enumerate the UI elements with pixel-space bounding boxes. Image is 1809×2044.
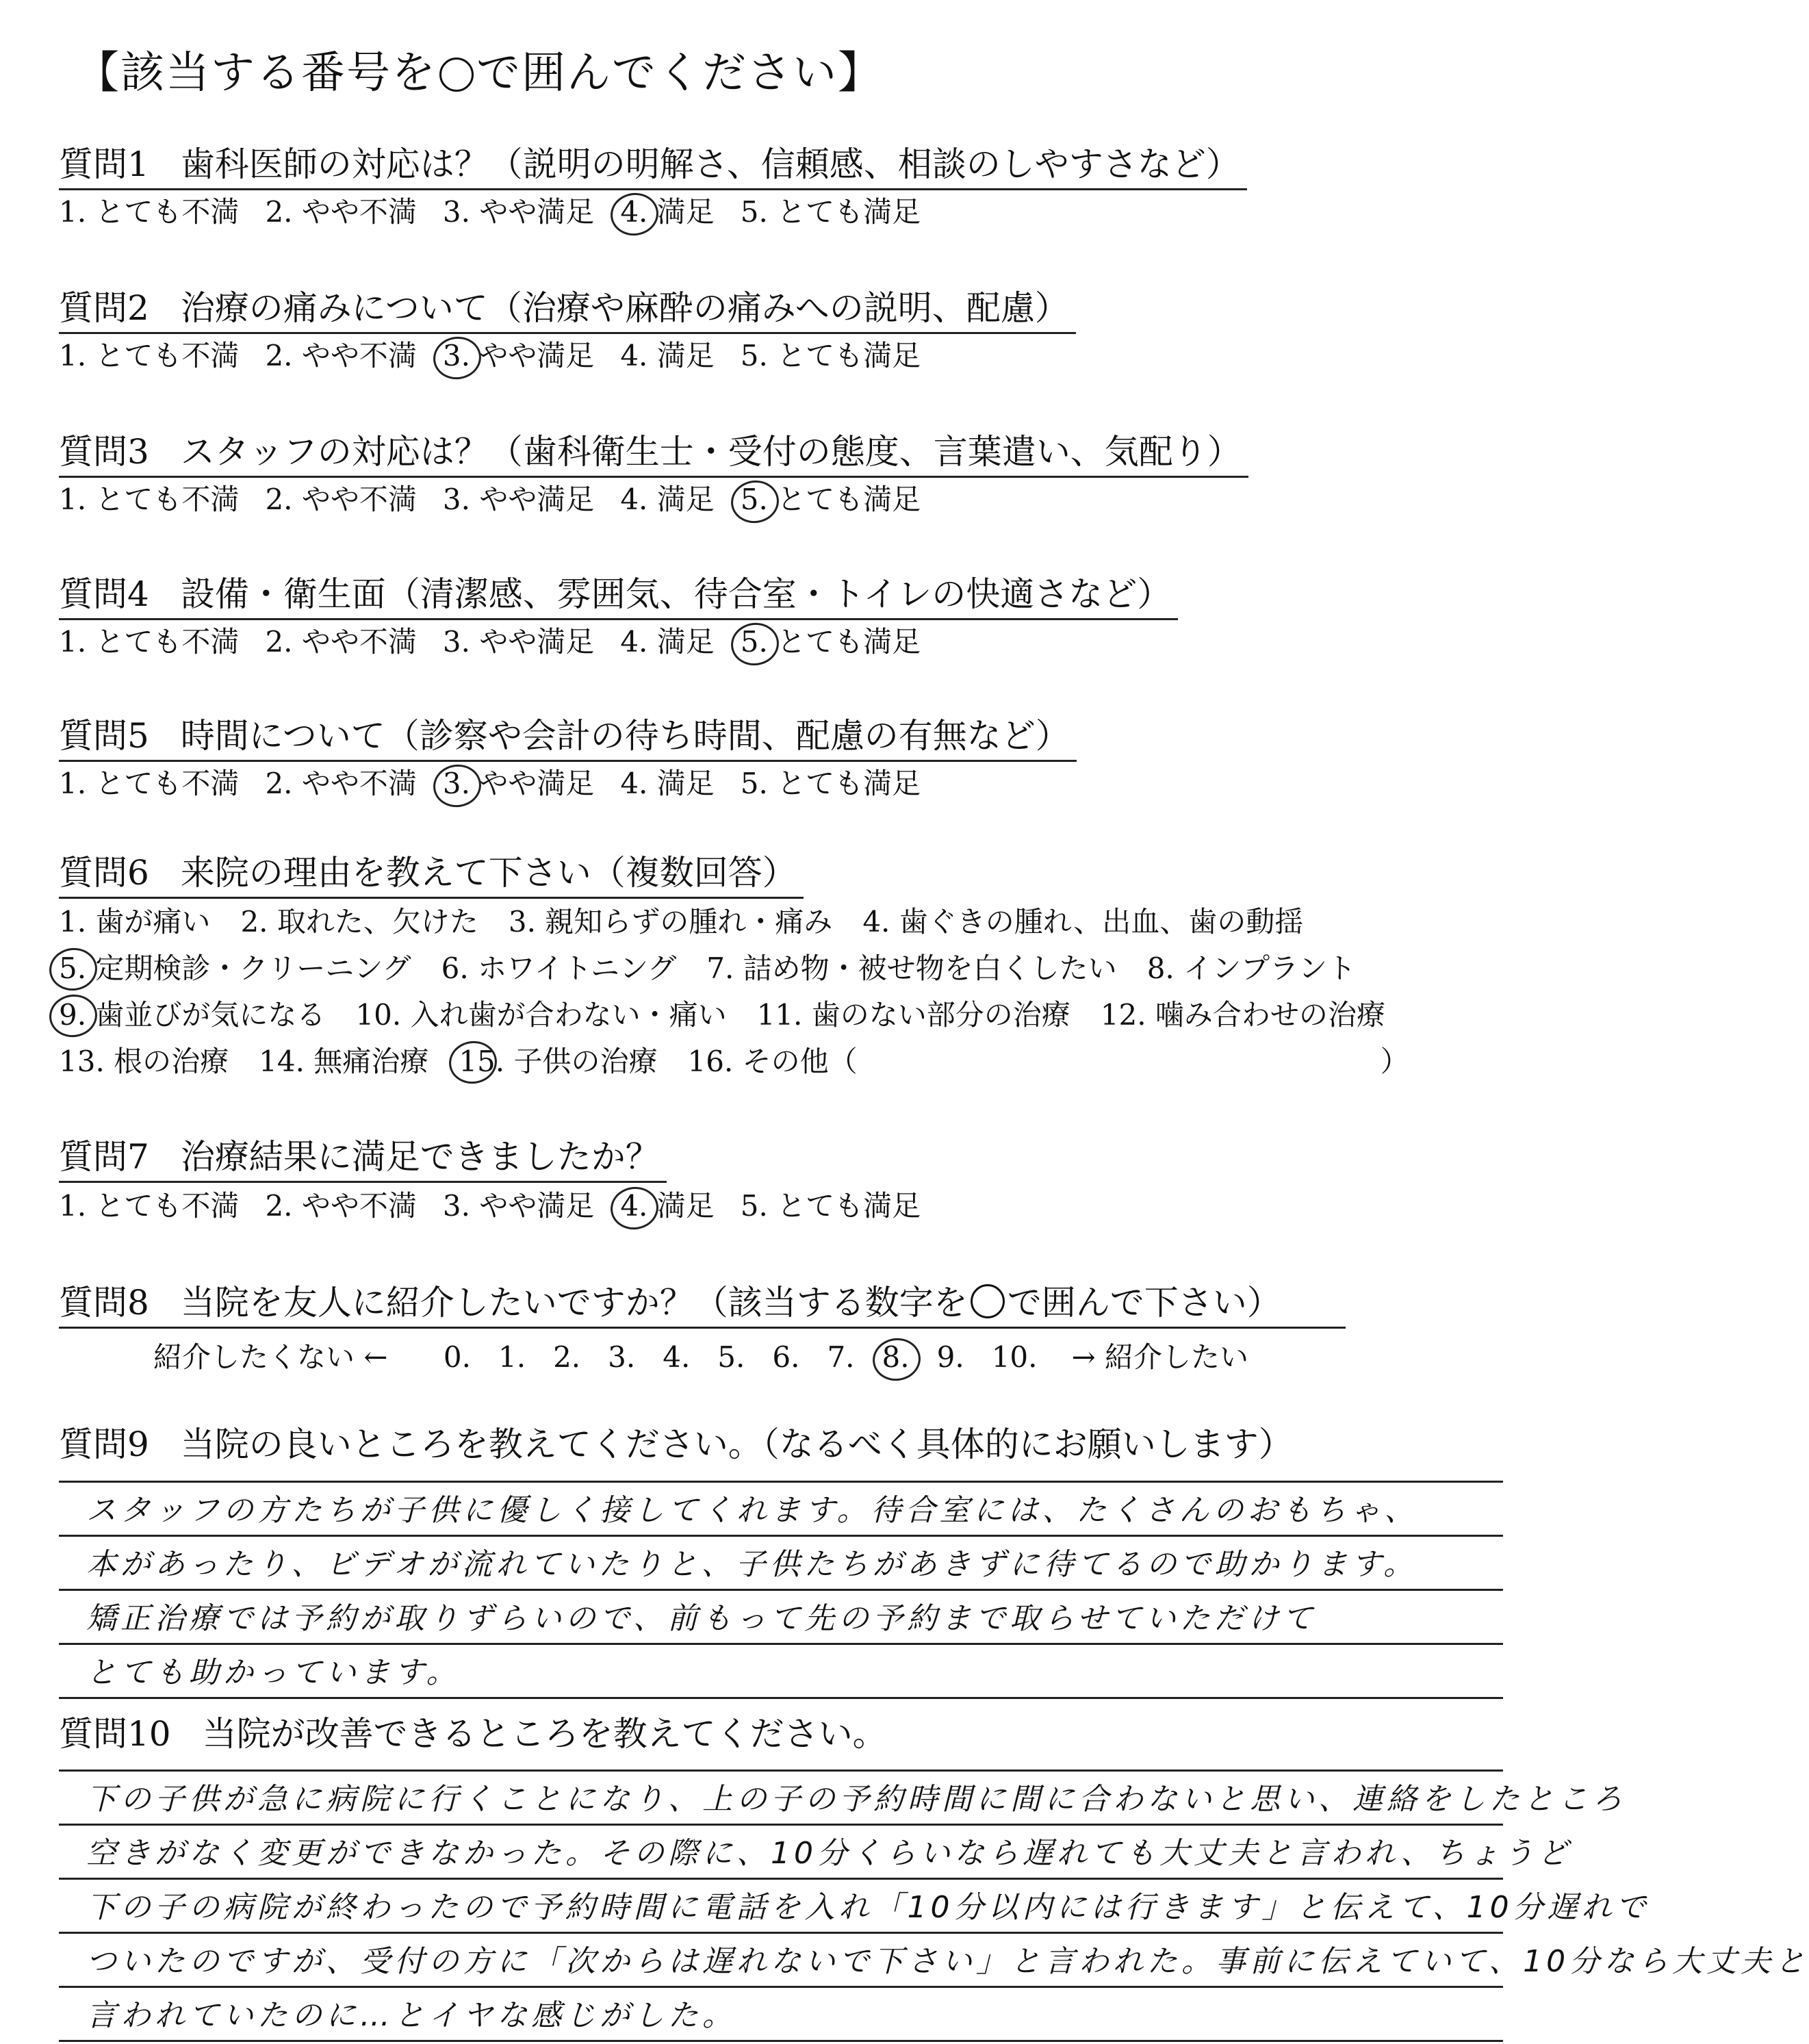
option-label: 2. やや不満 xyxy=(265,767,417,800)
rating-option[interactable] xyxy=(59,762,239,806)
option-label: 5. xyxy=(717,1340,745,1374)
question-number: 質問2 xyxy=(59,288,149,328)
option-label: 4. 満足 xyxy=(620,1189,715,1223)
scale-left-label: 紹介したくない ← xyxy=(153,1340,388,1374)
rating-option[interactable] xyxy=(59,190,239,234)
rating-option[interactable] xyxy=(443,334,594,378)
option-label: 6. xyxy=(772,1340,800,1374)
question-heading xyxy=(59,849,804,899)
option-label: 3. やや満足 xyxy=(442,339,595,372)
option-label: 1. とても不満 xyxy=(59,195,240,229)
handwritten-line: 下の子の病院が終わったので予約時間に電話を入れ「10分以内には行きます」と伝えて、10分遅れで xyxy=(59,1880,1503,1934)
option-label: 5. 定期検診・クリーニング xyxy=(59,951,411,985)
rating-option[interactable] xyxy=(741,762,921,806)
circle-icon xyxy=(439,58,474,92)
question-text: 歯科医師の対応は？（説明の明解さ、信頼感、相談のしやすさなど） xyxy=(180,144,1240,184)
question-heading xyxy=(59,1279,1346,1329)
question-8 xyxy=(59,1279,1530,1379)
title-prefix: 【該当する番号を xyxy=(75,48,437,99)
option-label: 3. やや満足 xyxy=(442,767,595,800)
question-9 xyxy=(59,1420,1530,1468)
option-label: 7. xyxy=(827,1340,855,1374)
option-label: 11. 歯のない部分の治療 xyxy=(756,998,1070,1032)
rating-option[interactable] xyxy=(620,620,714,664)
option-label: 3. xyxy=(608,1340,636,1374)
question-number: 質問10 xyxy=(59,1714,171,1754)
circle-icon xyxy=(971,1284,1005,1318)
scale-option[interactable] xyxy=(444,1336,471,1379)
option-label: 1. 歯が痛い xyxy=(59,905,211,938)
question-text: 時間について（診察や会計の待ち時間、配慮の有無など） xyxy=(180,716,1070,756)
option-label: 1. とても不満 xyxy=(59,1189,240,1223)
question-number: 質問6 xyxy=(59,853,149,893)
rating-option[interactable] xyxy=(620,190,714,234)
option-label: 3. やや満足 xyxy=(442,1189,595,1223)
option-label: 2. xyxy=(553,1340,581,1374)
scale-option[interactable] xyxy=(992,1336,1038,1379)
rating-option[interactable] xyxy=(443,762,594,806)
question-text: 当院を友人に紹介したいですか？（該当する数字を xyxy=(180,1283,968,1323)
option-label: 4. 満足 xyxy=(620,483,715,516)
question-heading xyxy=(59,140,1247,190)
question-heading xyxy=(59,1710,894,1758)
option-label: 1. とても不満 xyxy=(59,767,240,800)
rating-option[interactable] xyxy=(59,478,239,522)
option-label: 10. 入れ歯が合わない・痛い xyxy=(355,998,727,1032)
question-1 xyxy=(59,140,1530,234)
reason-option[interactable] xyxy=(259,1038,428,1085)
scale-option[interactable] xyxy=(498,1336,526,1379)
rating-option[interactable] xyxy=(443,1184,594,1228)
rating-option[interactable] xyxy=(620,478,714,522)
option-label: 5. とても満足 xyxy=(740,625,921,659)
option-label: 1. とても不満 xyxy=(59,625,240,659)
reason-row xyxy=(59,899,1530,945)
option-label: 5. とても満足 xyxy=(740,483,921,516)
question-heading xyxy=(59,1420,1300,1468)
scale-right-label: → 紹介したい xyxy=(1071,1340,1249,1374)
handwritten-line: 本があったり、ビデオが流れていたりと、子供たちがあきずに待てるので助かります。 xyxy=(59,1537,1503,1591)
question-6 xyxy=(59,849,1530,1085)
reason-option[interactable] xyxy=(59,945,411,992)
option-label: 13. 根の治療 xyxy=(59,1045,229,1078)
option-label: 7. 詰め物・被せ物を白くしたい xyxy=(706,951,1117,985)
question-number: 質問4 xyxy=(59,574,149,614)
rating-option[interactable] xyxy=(59,334,239,378)
option-label: 4. 満足 xyxy=(620,195,715,229)
rating-option[interactable] xyxy=(741,478,921,522)
other-close-paren: ） xyxy=(1380,1045,1409,1078)
scale-option[interactable] xyxy=(717,1336,745,1379)
question-10 xyxy=(59,1710,1530,1758)
handwritten-line: 矯正治療では予約が取りずらいので、前もって先の予約まで取らせていただけて xyxy=(59,1591,1503,1645)
handwritten-line: 下の子供が急に病院に行くことになり、上の子の予約時間に間に合わないと思い、連絡をしたところ xyxy=(59,1770,1503,1826)
scale-option[interactable] xyxy=(553,1336,580,1379)
question-2 xyxy=(59,284,1530,378)
rating-option[interactable] xyxy=(620,1184,714,1228)
question-number: 質問5 xyxy=(59,716,149,756)
question-number: 質問7 xyxy=(59,1137,149,1177)
rating-option[interactable] xyxy=(443,478,594,522)
scale-option[interactable] xyxy=(772,1336,799,1379)
question-heading xyxy=(59,570,1178,620)
option-label: 5. とても満足 xyxy=(740,767,921,800)
option-label: 4. 満足 xyxy=(620,767,715,800)
option-label: 1. とても不満 xyxy=(59,483,240,516)
option-label: 3. 親知らずの腫れ・痛み xyxy=(508,905,833,938)
option-label: 14. 無痛治療 xyxy=(259,1045,429,1078)
rating-option[interactable] xyxy=(59,1184,239,1228)
option-label: 15. 子供の治療 xyxy=(459,1045,658,1078)
option-label: 2. やや不満 xyxy=(265,483,417,516)
reason-row xyxy=(59,992,1530,1038)
option-label: 12. 噛み合わせの治療 xyxy=(1100,998,1385,1032)
rating-option[interactable] xyxy=(265,478,416,522)
question-text: 治療の痛みについて（治療や麻酔の痛みへの説明、配慮） xyxy=(180,288,1069,328)
reason-option[interactable] xyxy=(509,899,832,945)
selection-circle xyxy=(870,1335,923,1383)
rating-option[interactable] xyxy=(741,190,921,234)
option-label: 4. 満足 xyxy=(620,625,715,659)
handwritten-line: 空きがなく変更ができなかった。その際に、10分くらいなら遅れても大丈夫と言われ、ちょうど xyxy=(59,1826,1503,1880)
question-text: 来院の理由を教えて下さい（複数回答） xyxy=(180,853,797,893)
option-label: 2. やや不満 xyxy=(265,195,417,229)
reason-option[interactable] xyxy=(1101,992,1385,1038)
reason-row xyxy=(59,1038,1530,1085)
scale-option[interactable] xyxy=(827,1336,854,1379)
answer-box-good-points[interactable] xyxy=(59,1481,1503,1699)
option-label: 4. 歯ぐきの腫れ、出血、歯の動揺 xyxy=(862,905,1304,938)
reason-option[interactable] xyxy=(706,945,1116,992)
question-heading xyxy=(59,712,1077,762)
question-number: 質問8 xyxy=(59,1283,149,1323)
option-label: 6. ホワイトニング xyxy=(441,951,677,985)
title-suffix: で囲んでください】 xyxy=(476,48,883,99)
rating-option[interactable] xyxy=(741,620,921,664)
reason-option[interactable] xyxy=(240,899,478,945)
reason-option[interactable] xyxy=(687,1038,857,1085)
reason-option[interactable] xyxy=(757,992,1070,1038)
rating-option[interactable] xyxy=(741,334,921,378)
reason-option[interactable] xyxy=(441,945,677,992)
scale-option[interactable] xyxy=(663,1336,690,1379)
reason-option[interactable] xyxy=(355,992,726,1038)
question-7 xyxy=(59,1133,1530,1228)
rating-option[interactable] xyxy=(265,1184,416,1228)
option-label: 3. やや満足 xyxy=(442,483,595,516)
option-label: 5. とても満足 xyxy=(740,195,921,229)
question-text: 当院の良いところを教えてください。（なるべく具体的にお願いします） xyxy=(180,1425,1293,1464)
question-text-end: で囲んで下さい） xyxy=(1007,1283,1281,1323)
option-label: 3. やや満足 xyxy=(442,625,595,659)
option-label: 4. xyxy=(663,1340,691,1374)
question-heading xyxy=(59,284,1076,334)
question-number: 質問9 xyxy=(59,1425,149,1464)
reason-option[interactable] xyxy=(459,1038,657,1085)
handwritten-line: とても助かっています。 xyxy=(59,1645,1503,1699)
option-label: 0. xyxy=(443,1340,471,1374)
answer-box-improvements[interactable] xyxy=(59,1770,1809,2042)
question-number: 質問3 xyxy=(59,432,149,472)
scale-option[interactable] xyxy=(882,1336,910,1379)
handwritten-line: 言われていたのに…とイヤな感じがした。 xyxy=(59,1988,1503,2042)
question-text: スタッフの対応は？（歯科衛生士・受付の態度、言葉遣い、気配り） xyxy=(180,432,1242,472)
option-label: 9. xyxy=(936,1340,964,1374)
question-text: 当院が改善できるところを教えてください。 xyxy=(202,1714,887,1754)
reason-option[interactable] xyxy=(862,899,1303,945)
scale-option[interactable] xyxy=(608,1336,635,1379)
handwritten-line: ついたのですが、受付の方に「次からは遅れないで下さい」と言われた。事前に伝えていて、10分なら大丈夫と xyxy=(59,1934,1503,1988)
rating-option[interactable] xyxy=(620,334,714,378)
option-label: 9. 歯並びが気になる xyxy=(59,998,326,1032)
handwritten-line: スタッフの方たちが子供に優しく接してくれます。待合室には、たくさんのおもちゃ、 xyxy=(59,1481,1503,1537)
option-label: 8. xyxy=(882,1340,910,1374)
rating-option[interactable] xyxy=(265,762,416,806)
rating-option[interactable] xyxy=(620,762,714,806)
rating-option[interactable] xyxy=(265,620,416,664)
reason-option[interactable] xyxy=(59,1038,229,1085)
option-label: 1. xyxy=(498,1340,526,1374)
rating-option[interactable] xyxy=(265,190,416,234)
question-4 xyxy=(59,570,1530,664)
rating-option[interactable] xyxy=(443,190,594,234)
question-heading xyxy=(59,428,1248,478)
option-label: 8. インプラント xyxy=(1146,951,1357,985)
reason-option[interactable] xyxy=(59,899,210,945)
question-text: 設備・衛生面（清潔感、雰囲気、待合室・トイレの快適さなど） xyxy=(180,574,1172,614)
option-label: 4. 満足 xyxy=(620,339,715,372)
scale-option[interactable] xyxy=(937,1336,964,1379)
reason-option[interactable] xyxy=(1147,945,1356,992)
option-label: 2. やや不満 xyxy=(265,1189,417,1223)
rating-option[interactable] xyxy=(59,620,239,664)
option-label: 10. xyxy=(991,1340,1038,1374)
option-label: 2. やや不満 xyxy=(265,625,417,659)
option-label: 2. 取れた、欠けた xyxy=(240,905,478,938)
option-label: 5. とても満足 xyxy=(740,339,921,372)
option-label: 5. とても満足 xyxy=(740,1189,921,1223)
reason-option[interactable] xyxy=(59,992,325,1038)
question-5 xyxy=(59,712,1530,806)
option-label: 1. とても不満 xyxy=(59,339,240,372)
option-label: 16. その他（ xyxy=(687,1045,858,1078)
question-number: 質問1 xyxy=(59,144,149,184)
rating-option[interactable] xyxy=(443,620,594,664)
question-3 xyxy=(59,428,1530,522)
option-label: 3. やや満足 xyxy=(442,195,595,229)
question-text: 治療結果に満足できましたか？ xyxy=(180,1137,660,1177)
reason-row xyxy=(59,945,1530,992)
page-title xyxy=(75,38,883,101)
rating-option[interactable] xyxy=(741,1184,921,1228)
option-label: 2. やや不満 xyxy=(265,339,417,372)
rating-option[interactable] xyxy=(265,334,416,378)
question-heading xyxy=(59,1133,667,1183)
